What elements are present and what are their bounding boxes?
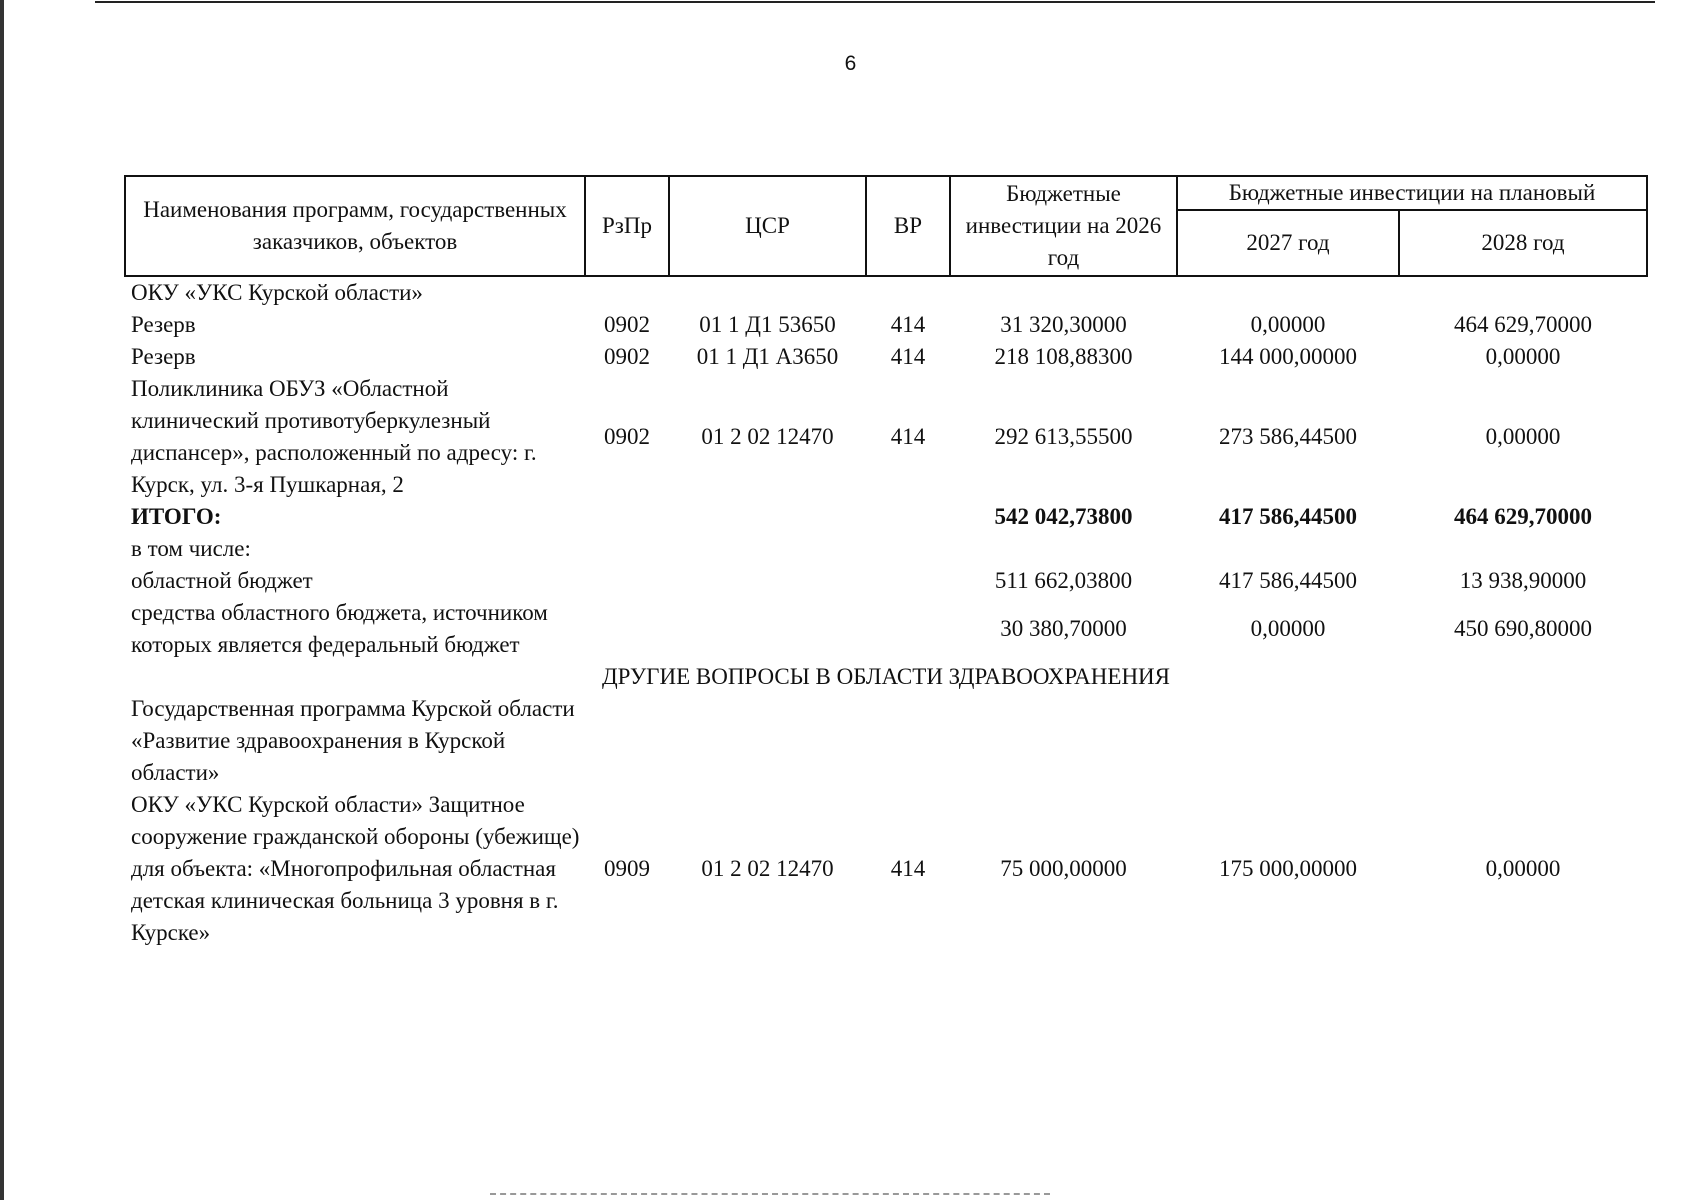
header-investment-2026: Бюджетные инвестиции на 2026 год: [950, 176, 1177, 276]
table-row: [125, 789, 1647, 949]
row-value-2027: 0,00000: [1250, 312, 1326, 337]
federal-source-2027: 0,00000: [1250, 616, 1326, 641]
header-csr: ЦСР: [669, 176, 866, 276]
table-row: [125, 373, 1647, 501]
federal-source-label: средства областного бюджета, источником которых является федеральный бюджет: [131, 600, 548, 657]
regional-budget-label: областной бюджет: [131, 568, 313, 593]
shelter-rzpr: 0909: [604, 856, 650, 881]
row-value-2026: 292 613,55500: [994, 424, 1133, 449]
header-name: Наименования программ, государственных заказчиков, объектов: [125, 176, 585, 276]
scan-top-border: [95, 1, 1655, 3]
row-value-2027: 273 586,44500: [1219, 424, 1357, 449]
shelter-vr: 414: [890, 856, 926, 881]
shelter-name: ОКУ «УКС Курской области» Защитное сооружение гражданской обороны (убежище) для объекта: «Многопрофильная областная детская клиническая больница 3 уровня в г. Курске»: [131, 792, 580, 945]
row-value-2026: 31 320,30000: [1000, 312, 1127, 337]
section-row: [125, 661, 1647, 693]
row-vr: 414: [890, 312, 926, 337]
table-header: [125, 176, 1647, 276]
budget-investment-table: [124, 175, 1648, 949]
scan-left-edge: [0, 0, 4, 1200]
table-row: [125, 309, 1647, 341]
shelter-csr: 01 2 02 12470: [701, 856, 834, 881]
program-row: [125, 693, 1647, 789]
scan-bottom-artifact: [490, 1193, 1050, 1195]
header-rzpr: РзПр: [585, 176, 669, 276]
row-value-2027: 144 000,00000: [1219, 344, 1357, 369]
header-vr: ВР: [866, 176, 950, 276]
total-value-2026: 542 042,73800: [994, 504, 1133, 529]
table-row: [125, 276, 1647, 309]
section-title: ДРУГИЕ ВОПРОСЫ В ОБЛАСТИ ЗДРАВООХРАНЕНИЯ: [601, 664, 1171, 689]
regional-budget-2026: 511 662,03800: [994, 568, 1133, 593]
regional-budget-row: [125, 565, 1647, 597]
shelter-value-2027: 175 000,00000: [1219, 856, 1357, 881]
row-name: ОКУ «УКС Курской области»: [131, 280, 423, 305]
row-csr: 01 1 Д1 А3650: [696, 344, 839, 369]
header-investment-plan: Бюджетные инвестиции на плановый: [1177, 176, 1647, 210]
row-vr: 414: [890, 344, 926, 369]
row-name: Резерв: [131, 312, 196, 337]
header-year-2028: 2028 год: [1399, 210, 1647, 276]
total-value-2027: 417 586,44500: [1219, 504, 1357, 529]
row-vr: 414: [890, 424, 926, 449]
total-row: [125, 501, 1647, 533]
shelter-value-2028: 0,00000: [1485, 856, 1561, 881]
header-year-2027: 2027 год: [1177, 210, 1399, 276]
total-label: ИТОГО:: [131, 504, 222, 529]
row-value-2028: 0,00000: [1485, 344, 1561, 369]
program-name: Государственная программа Курской области «Развитие здравоохранения в Курской области»: [131, 696, 575, 785]
row-rzpr: 0902: [604, 424, 650, 449]
regional-budget-2028: 13 938,90000: [1459, 568, 1587, 593]
table-row: [125, 341, 1647, 373]
row-csr: 01 2 02 12470: [701, 424, 834, 449]
row-rzpr: 0902: [604, 312, 650, 337]
shelter-value-2026: 75 000,00000: [1000, 856, 1127, 881]
row-name: Резерв: [131, 344, 196, 369]
row-name: Поликлиника ОБУЗ «Областной клинический противотуберкулезный диспансер», расположенный по адресу: г. Курск, ул. 3-я Пушкарная, 2: [131, 376, 537, 497]
including-row: [125, 533, 1647, 565]
page-number: 6: [844, 52, 857, 75]
row-rzpr: 0902: [604, 344, 650, 369]
row-csr: 01 1 Д1 53650: [699, 312, 836, 337]
federal-source-2028: 450 690,80000: [1454, 616, 1592, 641]
regional-budget-2027: 417 586,44500: [1219, 568, 1357, 593]
federal-source-2026: 30 380,70000: [1000, 616, 1127, 641]
row-value-2028: 0,00000: [1485, 424, 1561, 449]
total-value-2028: 464 629,70000: [1454, 504, 1592, 529]
row-value-2028: 464 629,70000: [1454, 312, 1592, 337]
including-label: в том числе:: [131, 536, 251, 561]
row-value-2026: 218 108,88300: [994, 344, 1133, 369]
federal-source-row: [125, 597, 1647, 661]
